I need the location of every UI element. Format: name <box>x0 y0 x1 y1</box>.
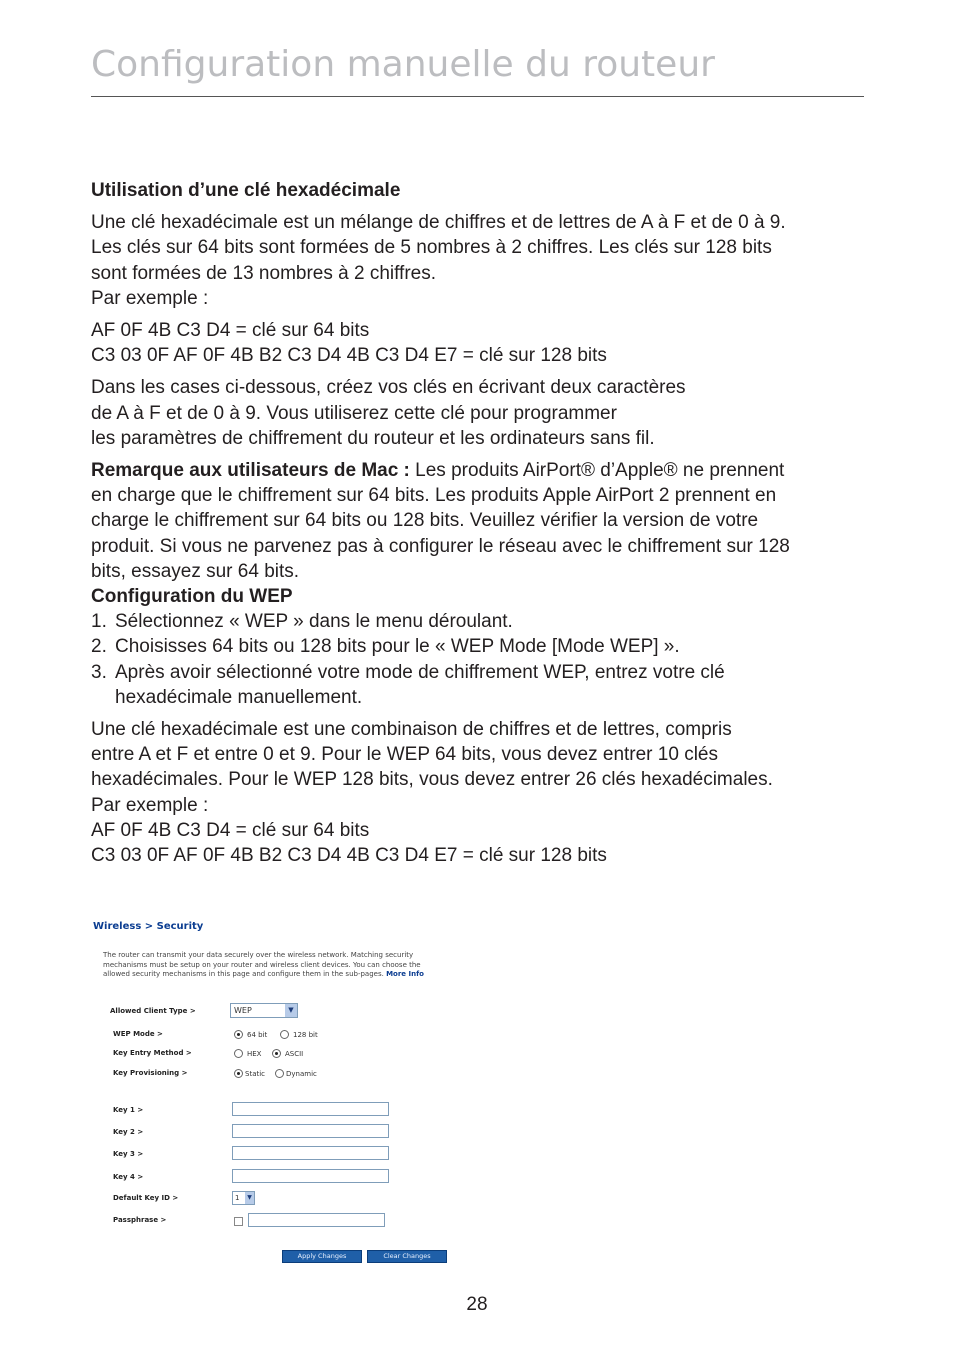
wep-mode-label: WEP Mode > <box>113 1030 163 1038</box>
security-description <box>103 951 448 980</box>
default-key-id-label: Default Key ID > <box>113 1194 179 1202</box>
hex-line: sont formées de 13 nombres à 2 chiffres. <box>91 262 436 284</box>
mac-note-line: en charge que le chiffrement sur 64 bits. Les produits Apple AirPort 2 prennent en <box>91 485 777 507</box>
key-entry-ascii-label: ASCII <box>285 1050 304 1058</box>
key-3-input[interactable] <box>232 1146 389 1160</box>
key-prov-static-label: Static <box>245 1070 266 1078</box>
boxes-line: de A à F et de 0 à 9. Vous utiliserez cette clé pour programmer <box>91 402 617 424</box>
page-number: 28 <box>466 1294 488 1315</box>
page-title: Configuration manuelle du routeur <box>91 44 715 85</box>
wep-mode-128-radio[interactable] <box>280 1030 289 1039</box>
description-text: allowed security mechanisms in this page and configure them in the sub-pages. <box>103 970 384 979</box>
wep-mode-128-label: 128 bit <box>293 1031 318 1039</box>
hex-line: Les clés sur 64 bits sont formées de 5 nombres à 2 chiffres. Les clés sur 128 bits <box>91 237 772 259</box>
document-body <box>91 178 871 868</box>
passphrase-checkbox[interactable] <box>234 1217 243 1226</box>
step-number: 2. <box>91 636 107 658</box>
clear-changes-button[interactable]: Clear Changes <box>367 1250 447 1263</box>
example-line: C3 03 0F AF 0F 4B B2 C3 D4 4B C3 D4 E7 = clé sur 128 bits <box>91 345 607 367</box>
step-number: 3. <box>91 661 107 683</box>
key-1-input[interactable] <box>232 1102 389 1116</box>
step-text-continued: hexadécimale manuellement. <box>115 686 363 708</box>
wep-mode-64-radio[interactable] <box>234 1030 243 1039</box>
step-text: Après avoir sélectionné votre mode de chiffrement WEP, entrez votre clé <box>115 661 725 683</box>
allowed-client-type-select[interactable] <box>230 1003 298 1018</box>
key-1-label: Key 1 > <box>113 1106 144 1114</box>
key-2-label: Key 2 > <box>113 1128 144 1136</box>
key-4-label: Key 4 > <box>113 1173 144 1181</box>
wep-heading: Configuration du WEP <box>91 586 293 608</box>
key-prov-dynamic-radio[interactable] <box>275 1069 284 1078</box>
key-entry-ascii-radio[interactable] <box>272 1049 281 1058</box>
hex-heading: Utilisation d’une clé hexadécimale <box>91 180 401 201</box>
hex-line: Une clé hexadécimale est un mélange de chiffres et de lettres de A à F et de 0 à 9. <box>91 212 786 234</box>
router-security-screenshot <box>91 915 451 1265</box>
step-text: Choisisses 64 bits ou 128 bits pour le « WEP Mode [Mode WEP] ». <box>115 636 680 658</box>
boxes-line: les paramètres de chiffrement du routeur et les ordinateurs sans fil. <box>91 427 655 449</box>
step-text: Sélectionnez « WEP » dans le menu déroulant. <box>115 611 513 633</box>
title-divider <box>91 96 864 97</box>
key-2-input[interactable] <box>232 1124 389 1138</box>
combo-line: hexadécimales. Pour le WEP 128 bits, vous devez entrer 26 clés hexadécimales. <box>91 769 773 791</box>
description-line <box>103 970 448 980</box>
default-key-id-value: 1 <box>235 1194 240 1202</box>
key-prov-dynamic-label: Dynamic <box>286 1070 317 1078</box>
key-entry-method-label: Key Entry Method > <box>113 1049 192 1057</box>
mac-note-line: bits, essayez sur 64 bits. <box>91 560 300 582</box>
passphrase-label: Passphrase > <box>113 1216 167 1224</box>
key-3-label: Key 3 > <box>113 1150 144 1158</box>
chevron-down-icon[interactable]: ▼ <box>245 1192 254 1204</box>
key-provisioning-label: Key Provisioning > <box>113 1069 188 1077</box>
mac-note-line: produit. Si vous ne parvenez pas à configurer le réseau avec le chiffrement sur 128 <box>91 535 790 557</box>
allowed-client-type-label: Allowed Client Type > <box>110 1007 196 1015</box>
mac-note-line: charge le chiffrement sur 64 bits ou 128 bits. Veuillez vérifier la version de votre <box>91 510 759 532</box>
mac-note-text: Les produits AirPort® d’Apple® ne prennent <box>409 460 785 482</box>
breadcrumb[interactable]: Wireless > Security <box>93 921 204 932</box>
combo-line: C3 03 0F AF 0F 4B B2 C3 D4 4B C3 D4 E7 = clé sur 128 bits <box>91 845 607 867</box>
key-prov-static-radio[interactable] <box>234 1069 243 1078</box>
description-line: mechanisms must be setup on your router and wireless client devices. You can choose the <box>103 960 421 969</box>
example-line: AF 0F 4B C3 D4 = clé sur 64 bits <box>91 320 370 342</box>
passphrase-input[interactable] <box>248 1213 385 1227</box>
list-item <box>91 634 871 659</box>
key-entry-hex-radio[interactable] <box>234 1049 243 1058</box>
more-info-link[interactable]: More Info <box>386 970 424 979</box>
allowed-client-type-value: WEP <box>234 1006 252 1015</box>
mac-note-label: Remarque aux utilisateurs de Mac : <box>91 460 410 482</box>
combo-line: entre A et F et entre 0 et 9. Pour le WEP 64 bits, vous devez entrer 10 clés <box>91 744 718 766</box>
description-line: The router can transmit your data securely over the wireless network. Matching security <box>103 951 414 959</box>
key-4-input[interactable] <box>232 1169 389 1183</box>
steps-list <box>91 609 871 710</box>
wep-mode-64-label: 64 bit <box>247 1031 268 1039</box>
combo-line: Une clé hexadécimale est une combinaison de chiffres et de lettres, compris <box>91 719 732 741</box>
combo-line: Par exemple : <box>91 794 209 816</box>
apply-changes-button[interactable]: Apply Changes <box>282 1250 362 1263</box>
key-entry-hex-label: HEX <box>247 1050 262 1058</box>
boxes-line: Dans les cases ci-dessous, créez vos clés en écrivant deux caractères <box>91 377 686 399</box>
list-item <box>91 609 871 634</box>
default-key-id-select[interactable] <box>232 1191 255 1205</box>
step-number: 1. <box>91 611 107 633</box>
hex-line: Par exemple : <box>91 287 209 309</box>
combo-line: AF 0F 4B C3 D4 = clé sur 64 bits <box>91 819 370 841</box>
list-item <box>91 660 871 710</box>
mac-note <box>91 458 871 483</box>
chevron-down-icon[interactable]: ▼ <box>285 1004 297 1017</box>
